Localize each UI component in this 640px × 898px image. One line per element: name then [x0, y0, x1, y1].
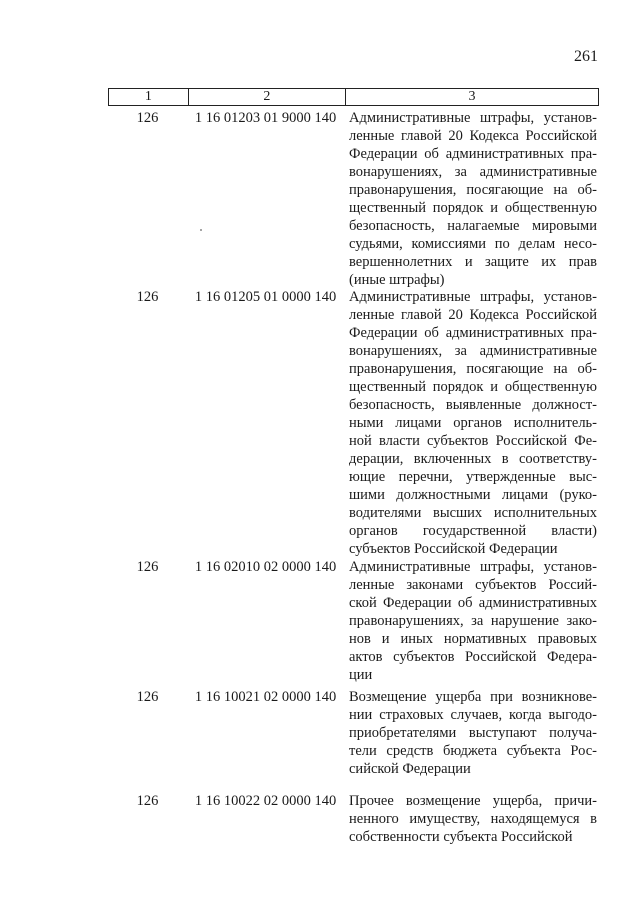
description-line: собственности субъекта Российской [349, 829, 573, 845]
description-line: правонарушения, посягающие на об- [349, 361, 597, 377]
description-line: Прочее возмещение ущерба, причи- [349, 793, 597, 809]
description-line: органов государственной власти) [349, 523, 597, 539]
description-line: ненного имуществу, находящемуся в [349, 811, 597, 827]
description-line: ной власти субъектов Российской Фе- [349, 433, 597, 449]
row-description [349, 688, 597, 778]
description-line: актов субъектов Российской Федера- [349, 649, 597, 665]
row-number: 126 [136, 289, 159, 305]
description-line: Федерации об административных пра- [349, 146, 597, 162]
description-line: правонарушения, посягающие на об- [349, 182, 597, 198]
description-line: щественный порядок и общественную [349, 200, 597, 216]
header-col-1: 1 [144, 89, 152, 104]
table-row [108, 558, 599, 684]
description-line: нов и иных нормативных правовых [349, 631, 597, 647]
row-description [349, 109, 597, 289]
description-line: сийской Федерации [349, 761, 471, 777]
description-line: щественный порядок и общественную [349, 379, 597, 395]
description-line: дерации, включенных в соответству- [349, 451, 597, 467]
description-line: субъектов Российской Федерации [349, 541, 558, 557]
description-line: Федерации об административных пра- [349, 325, 597, 341]
description-line: шими должностными лицами (руко- [349, 487, 597, 503]
scan-speck [200, 229, 202, 231]
description-line: нии страховых случаев, когда выгодо- [349, 707, 597, 723]
page-number: 261 [574, 48, 598, 65]
description-line: ленные законами субъектов Россий- [349, 577, 597, 593]
description-line: Административные штрафы, установ- [349, 559, 597, 575]
row-code: 1 16 01205 01 0000 140 [194, 289, 337, 305]
row-description [349, 792, 597, 846]
row-code: 1 16 02010 02 0000 140 [194, 559, 337, 575]
description-line: безопасность, налагаемые мировыми [349, 218, 597, 234]
row-code: 1 16 10021 02 0000 140 [194, 689, 337, 705]
revenue-codes-table [108, 88, 599, 845]
description-line: ции [349, 667, 373, 683]
description-line: безопасность, выявленные должност- [349, 397, 597, 413]
row-description [349, 558, 597, 684]
header-col-3: 3 [345, 89, 598, 105]
table-row [108, 688, 599, 778]
description-line: ющие перечни, утвержденные выс- [349, 469, 597, 485]
row-number: 126 [136, 110, 159, 126]
row-code: 1 16 01203 01 9000 140 [194, 110, 337, 126]
table-row [108, 109, 599, 289]
description-line: вершеннолетних и защите их прав [349, 254, 597, 270]
table-header-row [108, 88, 599, 106]
description-line: судьями, комиссиями по делам несо- [349, 236, 597, 252]
row-code: 1 16 10022 02 0000 140 [194, 793, 337, 809]
row-description [349, 288, 597, 558]
row-number: 126 [136, 559, 159, 575]
description-line: Административные штрафы, установ- [349, 110, 597, 126]
row-number: 126 [136, 689, 159, 705]
table-row [108, 288, 599, 558]
row-number: 126 [136, 793, 159, 809]
description-line: правонарушениях, за нарушение зако- [349, 613, 597, 629]
description-line: Возмещение ущерба при возникнове- [349, 689, 597, 705]
description-line: вонарушениях, за административные [349, 343, 597, 359]
description-line: (иные штрафы) [349, 272, 445, 288]
table-row [108, 792, 599, 846]
description-line: приобретателями выступают получа- [349, 725, 597, 741]
description-line: водителями высших исполнительных [349, 505, 597, 521]
description-line: тели средств бюджета субъекта Рос- [349, 743, 597, 759]
description-line: ской Федерации об административных [349, 595, 597, 611]
description-line: ленные главой 20 Кодекса Российской [349, 128, 597, 144]
header-col-2: 2 [188, 89, 345, 105]
description-line: ными лицами органов исполнитель- [349, 415, 597, 431]
description-line: Административные штрафы, установ- [349, 289, 597, 305]
description-line: вонарушениях, за административные [349, 164, 597, 180]
description-line: ленные главой 20 Кодекса Российской [349, 307, 597, 323]
